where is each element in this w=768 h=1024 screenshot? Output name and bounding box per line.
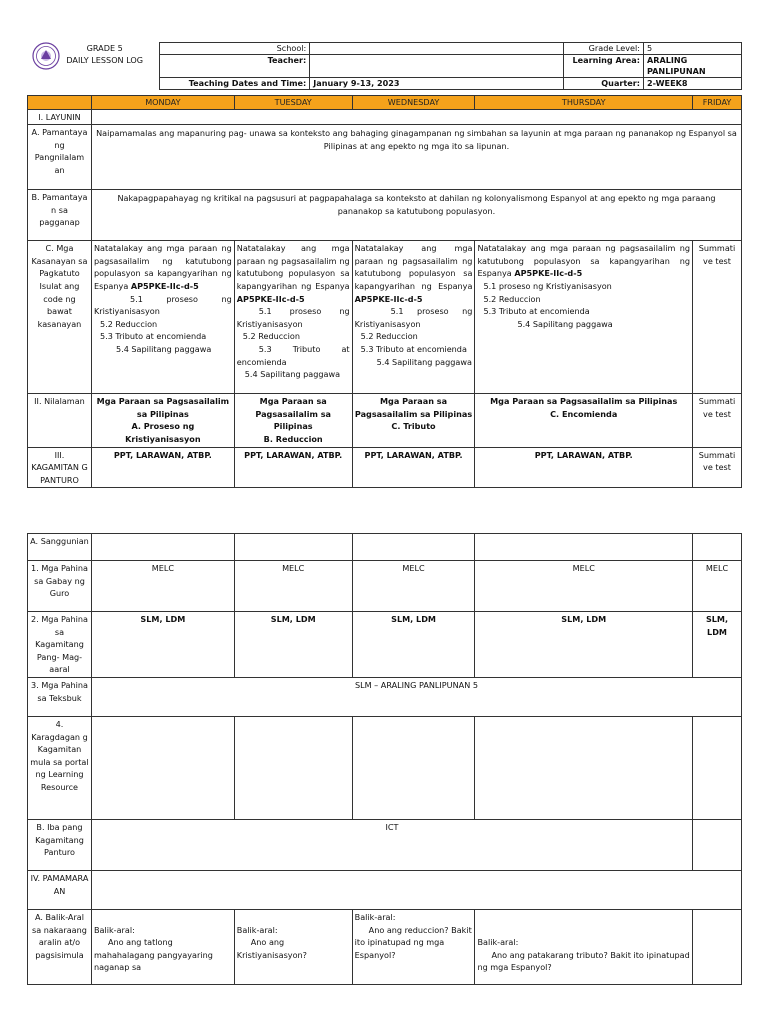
header-table	[27, 42, 742, 90]
kagamitan-wednesday: PPT, LARAWAN, ATBP.	[352, 447, 475, 488]
pamamaraan-empty	[91, 870, 741, 909]
grade-level-value: 5	[643, 43, 741, 55]
sanggunian-mon	[91, 534, 234, 561]
day-header-wednesday: WEDNESDAY	[352, 96, 475, 110]
balik-aral-wednesday: Balik-aral: Ano ang reduccion? Bakit ito ipinatupad ng mga Espanyol?	[352, 909, 475, 984]
iba-value: ICT	[91, 819, 692, 870]
pamantayang-pangnilalaman-text: Naipamamalas ang mapanuring pag- unawa sa konteksto ang bahaging ginagampanan ng simbahan sa layunin at mga paraan ng pananakop ng Espanyol sa Pilipinas at ang epekto ng mga ito sa lipunan.	[91, 125, 741, 190]
dates-label: Teaching Dates and Time:	[160, 78, 310, 90]
teacher-value	[310, 55, 564, 78]
karagdagan-tue	[234, 716, 352, 819]
quarter-label: Quarter:	[564, 78, 644, 90]
kasanayan-thursday: Natatalakay ang mga paraan ng pagsasailalim ng katutubong populasyon sa kapangyarihan ng Espanya AP5PKE-IIc-d-5 5.1 proseso ng Kristiyanisasyon 5.2 Reduccion 5.3 Tributo at encomienda 5.4 Sapilitang paggawa	[475, 241, 693, 394]
karagdagan-mon	[91, 716, 234, 819]
kagamitang-wednesday: SLM, LDM	[352, 612, 475, 678]
karagdagan-thu	[475, 716, 693, 819]
kagamitan-friday: Summati ve test	[692, 447, 741, 488]
grade-title: GRADE 5	[86, 42, 123, 53]
gabay-thursday: MELC	[475, 561, 693, 612]
nilalaman-tuesday: Mga Paraan sa Pagsasailalim sa Pilipinas B. Reduccion	[234, 394, 352, 447]
sanggunian-wed	[352, 534, 475, 561]
sanggunian-tue	[234, 534, 352, 561]
kagamitan-monday: PPT, LARAWAN, ATBP.	[91, 447, 234, 488]
school-label: School:	[160, 43, 310, 55]
learning-area-label: Learning Area:	[564, 55, 644, 78]
quarter-value: 2-WEEK8	[643, 78, 741, 90]
balik-aral-thursday: Balik-aral: Ano ang patakarang tributo? Bakit ito ipinatupad ng mga Espanyol?	[475, 909, 693, 984]
balik-aral-monday: Balik-aral: Ano ang tatlong mahahalagang pangyayaring naganap sa	[91, 909, 234, 984]
karagdagan-wed	[352, 716, 475, 819]
nilalaman-friday: Summati ve test	[692, 394, 741, 447]
day-header-friday: FRIDAY	[692, 96, 741, 110]
gabay-tuesday: MELC	[234, 561, 352, 612]
karagdagan-fri	[693, 716, 742, 819]
balik-aral-label: A. Balik-Aral sa nakaraang aralin at/o pagsisimula	[28, 909, 92, 984]
kasanayan-wednesday: Natatalakay ang mga paraan ng pagsasailalim ng katutubong populasyon sa kapangyarihan ng Espanya AP5PKE-IIc-d-5 5.1 proseso ng Kristiyanisasyon 5.2 Reduccion 5.3 Tributo at encomienda 5.4 Sapilitang paggawa	[352, 241, 475, 394]
nilalaman-label: II. Nilalaman	[28, 394, 92, 447]
school-value	[310, 43, 564, 55]
balik-aral-tuesday: Balik-aral: Ano ang Kristiyanisasyon?	[234, 909, 352, 984]
kagamitang-thursday: SLM, LDM	[475, 612, 693, 678]
day-header-tuesday: TUESDAY	[234, 96, 352, 110]
sanggunian-thu	[475, 534, 693, 561]
learning-area-value: ARALING PANLIPUNAN	[643, 55, 741, 78]
gabay-friday: MELC	[693, 561, 742, 612]
kagamitan-tuesday: PPT, LARAWAN, ATBP.	[234, 447, 352, 488]
karagdagan-label: 4. Karagdagan g Kagamitan mula sa portal ng Learning Resource	[28, 716, 92, 819]
pamamaraan-label: IV. PAMAMARA AN	[28, 870, 92, 909]
iba-fri	[693, 819, 742, 870]
nilalaman-thursday: Mga Paraan sa Pagsasailalim sa Pilipinas C. Encomienda	[475, 394, 693, 447]
day-header-monday: MONDAY	[91, 96, 234, 110]
doc-type-title: DAILY LESSON LOG	[66, 54, 144, 65]
kagamitang-label: 2. Mga Pahina sa Kagamitang Pang- Mag-aaral	[28, 612, 92, 678]
kasanayan-monday: Natatalakay ang mga paraan ng pagsasailalim ng katutubong populasyon sa kapangyarihan ng Espanya AP5PKE-IIc-d-5 5.1 proseso ng Kristiyanisasyon 5.2 Reduccion 5.3 Tributo at encomienda 5.4 Sapilitang paggawa	[91, 241, 234, 394]
pamantayan-pagganap-text: Nakapagpapahayag ng kritikal na pagsusuri at pagpapahalaga sa konteksto at dahilan ng kolonyalismong Espanyol at ang epekto ng mga paraang pananakop sa katutubong populasyon.	[91, 190, 741, 241]
sanggunian-fri	[693, 534, 742, 561]
kagamitang-monday: SLM, LDM	[91, 612, 234, 678]
pamantayang-pangnilalaman-label: A. Pamantaya ng Pangnilalam an	[28, 125, 92, 190]
corner-cell	[28, 96, 92, 110]
teksbuk-label: 3. Mga Pahina sa Teksbuk	[28, 677, 92, 716]
balik-aral-friday	[693, 909, 742, 984]
day-header-row	[28, 96, 742, 110]
kasanayan-friday: Summati ve test	[692, 241, 741, 394]
nilalaman-monday: Mga Paraan sa Pagsasailalim sa Pilipinas A. Proseso ng Kristiyanisasyon	[91, 394, 234, 447]
teksbuk-value: SLM – ARALING PANLIPUNAN 5	[91, 677, 741, 716]
layunin-empty	[91, 109, 741, 125]
kagamitang-friday: SLM, LDM	[693, 612, 742, 678]
day-header-thursday: THURSDAY	[475, 96, 693, 110]
layunin-label: I. LAYUNIN	[28, 109, 92, 125]
grade-level-label: Grade Level:	[564, 43, 644, 55]
teacher-label: Teacher:	[160, 55, 310, 78]
gabay-wednesday: MELC	[352, 561, 475, 612]
kasanayan-label: C. Mga Kasanayan sa Pagkatuto Isulat ang code ng bawat kasanayan	[28, 241, 92, 394]
kagamitan-thursday: PPT, LARAWAN, ATBP.	[475, 447, 693, 488]
lesson-log-table-continued	[27, 533, 742, 985]
nilalaman-wednesday: Mga Paraan sa Pagsasailalim sa Pilipinas C. Tributo	[352, 394, 475, 447]
sanggunian-label: A. Sanggunian	[28, 534, 92, 561]
lesson-log-table	[27, 95, 742, 488]
pamantayan-pagganap-label: B. Pamantaya n sa pagganap	[28, 190, 92, 241]
iba-label: B. Iba pang Kagamitang Panturo	[28, 819, 92, 870]
gabay-label: 1. Mga Pahina sa Gabay ng Guro	[28, 561, 92, 612]
kagamitan-label: III. KAGAMITAN G PANTURO	[28, 447, 92, 488]
kagamitang-tuesday: SLM, LDM	[234, 612, 352, 678]
dates-value: January 9-13, 2023	[310, 78, 564, 90]
gabay-monday: MELC	[91, 561, 234, 612]
kasanayan-tuesday: Natatalakay ang mga paraan ng pagsasailalim ng katutubong populasyon sa kapangyarihan ng Espanya AP5PKE-IIc-d-5 5.1 proseso ng Kristiyanisasyon 5.2 Reduccion 5.3 Tributo at encomienda 5.4 Sapilitang paggawa	[234, 241, 352, 394]
